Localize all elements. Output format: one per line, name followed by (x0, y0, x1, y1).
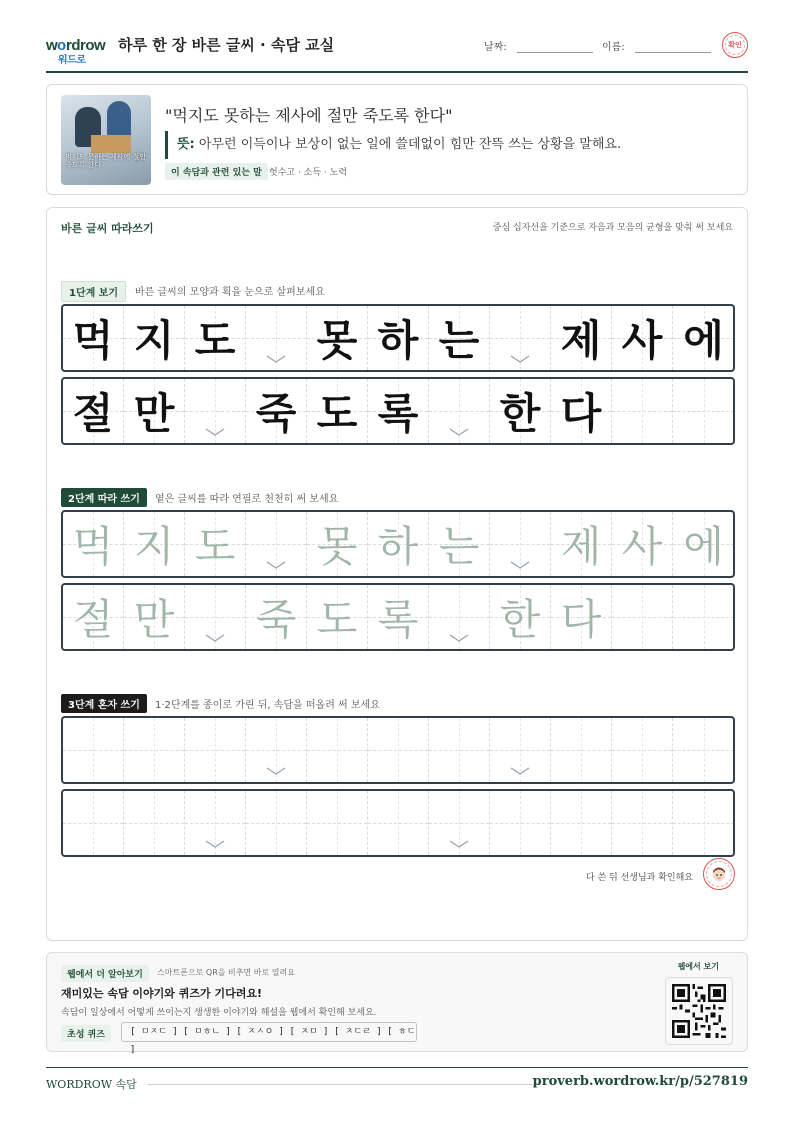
practice-character: 먹 (72, 316, 114, 365)
writing-cell[interactable] (307, 791, 368, 855)
space-mark-icon (449, 428, 469, 437)
writing-cell[interactable] (185, 512, 246, 576)
practice-character: 제 (560, 316, 602, 365)
writing-cell[interactable] (673, 512, 734, 576)
writing-cell (673, 306, 734, 370)
meaning-text: 아무런 이득이나 보상이 없는 일에 쓸데없이 힘만 잔뜩 쓰는 상황을 말해요. (198, 137, 622, 152)
writing-cell[interactable] (429, 791, 490, 855)
quiz-box: [ ㅁㅈㄷ ] [ ㅁㅎㄴ ] [ ㅈㅅㅇ ] [ ㅈㅁ ] [ ㅈㄷㄹ ] [ ㅎㄷ ] (121, 1022, 417, 1042)
writing-cell[interactable] (368, 791, 429, 855)
writing-cell[interactable] (612, 512, 673, 576)
space-mark-icon (266, 355, 286, 364)
writing-cell[interactable] (307, 585, 368, 649)
practice-character: 한 (499, 389, 541, 438)
step1-desc: 바른 글씨의 모양과 획을 눈으로 살펴보세요 (135, 287, 325, 298)
practice-character: 는 (438, 522, 480, 571)
related-badge: 이 속담과 관련 있는 말 (165, 163, 268, 180)
writing-cell[interactable] (246, 585, 307, 649)
practice-character: 죽 (255, 389, 297, 438)
writing-cell[interactable] (490, 585, 551, 649)
writing-cell[interactable] (124, 512, 185, 576)
space-mark-icon (266, 767, 286, 776)
writing-cell (490, 306, 551, 370)
practice-character: 제 (560, 522, 602, 571)
space-mark-icon (266, 561, 286, 570)
practice-character: 도 (316, 389, 358, 438)
writing-cell[interactable] (673, 791, 734, 855)
check-seal (722, 32, 748, 58)
writing-cell[interactable] (368, 585, 429, 649)
writing-cell (612, 306, 673, 370)
teacher-stamp (703, 858, 735, 890)
proverb-text: "먹지도 못하는 제사에 절만 죽도록 한다" (165, 106, 453, 125)
writing-cell (368, 379, 429, 443)
space-mark-icon (449, 840, 469, 849)
writing-cell[interactable] (124, 718, 185, 782)
practice-character: 도 (194, 522, 236, 571)
writing-cell (429, 306, 490, 370)
name-line[interactable] (635, 41, 711, 53)
writing-cell (185, 306, 246, 370)
writing-cell (63, 379, 124, 443)
space-mark-icon (510, 355, 530, 364)
date-label: 날짜: (484, 42, 507, 53)
practice-character: 먹 (72, 522, 114, 571)
practice-card (46, 207, 748, 941)
practice-character: 사 (621, 316, 663, 365)
writing-cell[interactable] (63, 791, 124, 855)
writing-cell[interactable] (368, 718, 429, 782)
name-label: 이름: (602, 42, 625, 53)
space-mark-icon (449, 634, 469, 643)
practice-character: 록 (377, 595, 419, 644)
writing-cell[interactable] (612, 718, 673, 782)
writing-cell (551, 306, 612, 370)
writing-cell (124, 306, 185, 370)
qr-code-icon (672, 984, 726, 1038)
step3-badge: 3단계 혼자 쓰기 (61, 694, 147, 713)
proverb-card (46, 84, 748, 195)
practice-character: 절 (72, 389, 114, 438)
writing-cell (307, 306, 368, 370)
space-mark-icon (510, 561, 530, 570)
practice-character: 만 (133, 389, 175, 438)
writing-cell[interactable] (551, 585, 612, 649)
practice-character: 에 (683, 522, 724, 571)
web-card (46, 952, 748, 1055)
space-mark-icon (205, 840, 225, 849)
practice-character: 만 (133, 595, 175, 644)
writing-cell[interactable] (307, 512, 368, 576)
writing-cell (185, 379, 246, 443)
qr-code[interactable] (665, 977, 733, 1045)
date-field[interactable] (484, 38, 593, 53)
stamp-face-icon (709, 864, 729, 884)
practice-character: 못 (316, 316, 358, 365)
practice-hint: 중심 십자선을 기준으로 자음과 모음의 균형을 맞춰 써 보세요 (492, 223, 733, 233)
footer-brand: WORDROW 속담 (46, 1078, 137, 1091)
svg-text:rdrow: rdrow (66, 37, 106, 54)
practice-character: 못 (316, 522, 358, 571)
writing-cell[interactable] (63, 585, 124, 649)
quiz-badge: 초성 퀴즈 (61, 1025, 111, 1042)
writing-cell (429, 379, 490, 443)
writing-cell (612, 379, 673, 443)
illustration-person (107, 101, 131, 139)
writing-cell (490, 379, 551, 443)
space-mark-icon (510, 767, 530, 776)
writing-cell[interactable] (307, 718, 368, 782)
writing-cell[interactable] (368, 512, 429, 576)
logo-mark (46, 36, 108, 66)
writing-cell[interactable] (246, 512, 307, 576)
writing-cell[interactable] (185, 791, 246, 855)
svg-text:워드로: 워드로 (58, 55, 86, 66)
step1-row1 (61, 304, 735, 372)
practice-character: 에 (683, 316, 724, 365)
web-desc: 속담이 일상에서 어떻게 쓰이는지 생생한 이야기와 해설을 웹에서 확인해 보세요. (61, 1008, 377, 1018)
space-mark-icon (205, 634, 225, 643)
writing-cell[interactable] (490, 718, 551, 782)
step2-badge: 2단계 따라 쓰기 (61, 488, 147, 507)
writing-cell[interactable] (612, 585, 673, 649)
proverb-illustration (61, 95, 151, 185)
web-badge: 웹에서 더 알아보기 (61, 965, 149, 982)
writing-cell[interactable] (673, 585, 734, 649)
practice-title: 바른 글씨 따라쓰기 (61, 222, 154, 235)
web-title: 재미있는 속담 이야기와 퀴즈가 기다려요! (61, 987, 262, 1000)
practice-character: 지 (133, 316, 175, 365)
svg-text:w: w (46, 37, 58, 54)
writing-cell[interactable] (246, 791, 307, 855)
space-mark-icon (205, 428, 225, 437)
step3-desc: 1·2단계를 종이로 가린 뒤, 속담을 떠올려 써 보세요 (155, 700, 380, 711)
page-footer (46, 1067, 748, 1097)
page-title: 하루 한 장 바른 글씨 · 속담 교실 (118, 36, 335, 54)
qr-label: 웹에서 보기 (677, 962, 719, 971)
footer-url[interactable]: proverb.wordrow.kr/p/527819 (532, 1074, 748, 1089)
writing-cell[interactable] (124, 791, 185, 855)
writing-cell[interactable] (185, 585, 246, 649)
related-words: 헛수고 · 소득 · 노력 (269, 168, 348, 178)
writing-cell[interactable] (124, 585, 185, 649)
writing-cell[interactable] (551, 791, 612, 855)
meaning-label: 뜻: (177, 137, 195, 152)
practice-character: 다 (560, 595, 602, 644)
step2-row1[interactable] (61, 510, 735, 578)
date-line[interactable] (517, 41, 593, 53)
writing-cell[interactable] (551, 512, 612, 576)
writing-cell (246, 379, 307, 443)
practice-character: 록 (377, 389, 419, 438)
writing-cell (307, 379, 368, 443)
step3-row2[interactable] (61, 789, 735, 857)
writing-cell (368, 306, 429, 370)
writing-cell[interactable] (673, 718, 734, 782)
svg-text:o: o (57, 37, 66, 54)
illustration-box (91, 135, 131, 153)
meaning-block (165, 131, 621, 159)
practice-character: 다 (560, 389, 602, 438)
practice-character: 한 (499, 595, 541, 644)
writing-cell[interactable] (63, 512, 124, 576)
writing-cell (246, 306, 307, 370)
practice-character: 도 (316, 595, 358, 644)
practice-character: 는 (438, 316, 480, 365)
illustration-caption: 먹지도 못하는 제사에 절만 죽도록 한다 (65, 153, 147, 170)
writing-cell[interactable] (185, 718, 246, 782)
teacher-check-text: 다 쓴 뒤 선생님과 확인해요 (585, 873, 693, 883)
writing-cell[interactable] (246, 718, 307, 782)
writing-cell[interactable] (551, 718, 612, 782)
writing-cell[interactable] (612, 791, 673, 855)
practice-character: 죽 (255, 595, 297, 644)
practice-character: 사 (621, 522, 663, 571)
step2-desc: 옅은 글씨를 따라 연필로 천천히 써 보세요 (155, 494, 339, 505)
writing-cell (673, 379, 734, 443)
footer-divider (148, 1084, 540, 1085)
writing-cell (63, 306, 124, 370)
step1-badge: 1단계 보기 (61, 281, 126, 302)
writing-cell[interactable] (63, 718, 124, 782)
seal-text: 확인 (728, 41, 742, 49)
writing-cell[interactable] (429, 512, 490, 576)
writing-cell (551, 379, 612, 443)
practice-character: 절 (72, 595, 114, 644)
wordrow-logo (46, 36, 108, 71)
step3-row1[interactable] (61, 716, 735, 784)
writing-cell[interactable] (429, 718, 490, 782)
writing-cell[interactable] (490, 791, 551, 855)
step2-row2[interactable] (61, 583, 735, 651)
practice-character: 도 (194, 316, 236, 365)
writing-cell[interactable] (429, 585, 490, 649)
writing-cell[interactable] (490, 512, 551, 576)
page-header (46, 30, 748, 73)
step1-row2 (61, 377, 735, 445)
web-hint: 스마트폰으로 QR을 비추면 바로 열려요 (157, 968, 295, 977)
name-field[interactable] (602, 38, 711, 53)
practice-character: 지 (133, 522, 175, 571)
writing-cell (124, 379, 185, 443)
practice-character: 하 (377, 522, 419, 571)
practice-character: 하 (377, 316, 419, 365)
